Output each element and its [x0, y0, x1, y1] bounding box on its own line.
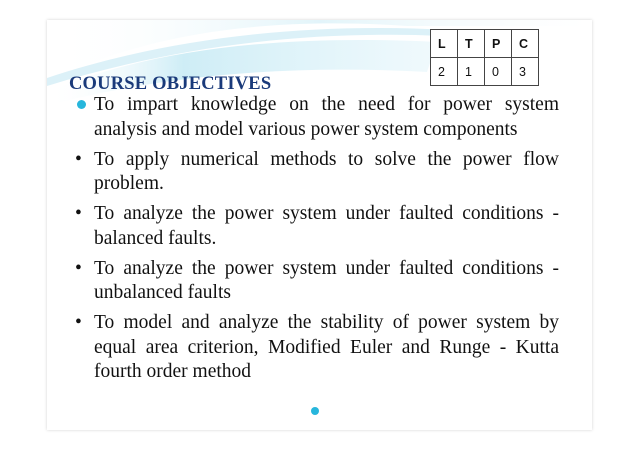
objective-item	[75, 311, 559, 385]
ltpc-table	[430, 29, 539, 86]
objective-text: To model and analyze the stability of power system by equal area criterion, Modified Euler and Runge - Kutta fourth order method	[94, 312, 559, 382]
objective-text: To impart knowledge on the need for power system analysis and model various power system components	[94, 94, 559, 140]
objective-text: To analyze the power system under faulted conditions - balanced faults.	[94, 203, 559, 249]
slide	[47, 20, 592, 430]
empty-bullet-icon	[311, 407, 319, 415]
ltpc-header-cell: T	[458, 30, 485, 58]
ltpc-value-cell: 0	[485, 58, 512, 86]
round-bullet-icon	[77, 100, 86, 109]
objective-text: To apply numerical methods to solve the power flow problem.	[94, 148, 559, 194]
ltpc-value-cell: 1	[458, 58, 485, 86]
ltpc-header-row	[431, 30, 539, 58]
objectives-list	[75, 93, 559, 390]
objective-item	[75, 202, 559, 251]
bullet-icon: •	[75, 148, 82, 170]
objective-item	[75, 93, 559, 142]
ltpc-value-cell: 2	[431, 58, 458, 86]
slide-title: COURSE OBJECTIVES	[69, 74, 272, 94]
objective-text: To analyze the power system under faulted conditions - unbalanced faults	[94, 257, 559, 303]
ltpc-value-cell: 3	[512, 58, 539, 86]
objective-item	[75, 148, 559, 197]
ltpc-header-cell: L	[431, 30, 458, 58]
objective-item	[75, 257, 559, 306]
bullet-icon: •	[75, 312, 82, 333]
ltpc-header-cell: P	[485, 30, 512, 58]
bullet-icon: •	[75, 257, 82, 279]
bullet-icon: •	[75, 203, 82, 224]
ltpc-value-row	[431, 58, 539, 86]
ltpc-header-cell: C	[512, 30, 539, 58]
